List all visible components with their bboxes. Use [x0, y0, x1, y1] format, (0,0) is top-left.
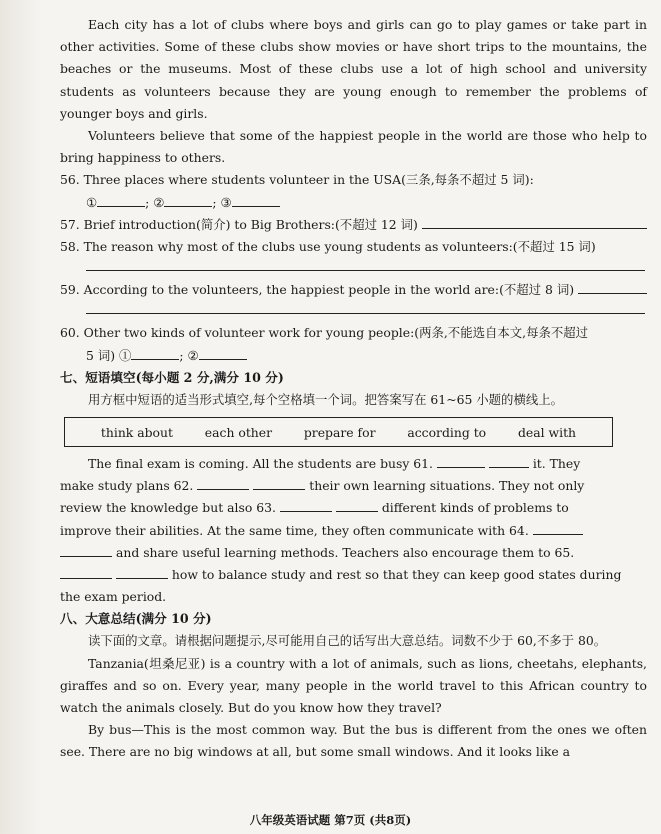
passage-paragraph-1: Each city has a lot of clubs where boys and girls can go to play games or take part in other activities. Some of these clubs show movies or have short trips to the mountains, the beaches or the museums. Most of these clubs use a lot of high school and university students as volunteers because they are young enough to remember the problems of younger boys and girls.: [60, 17, 647, 121]
cloze-line-3: [60, 497, 647, 519]
section-8-title: 八、大意总结(满分 10 分): [60, 611, 212, 627]
word-option: according to: [407, 424, 487, 440]
marker-2: ②: [153, 194, 165, 210]
question-56-text: 56. Three places where students volunteer in the USA(三条,每条不超过 5 词):: [60, 172, 534, 188]
word-box: [64, 417, 613, 447]
section-7-instruction: 用方框中短语的适当形式填空,每个空格填一个词。把答案写在 61~65 小题的横线上。: [88, 391, 564, 407]
cloze-text: how to balance study and rest so that they can keep good states during: [171, 567, 622, 583]
cloze-line-7: the exam period.: [60, 589, 167, 605]
answer-blank-61b[interactable]: [489, 453, 529, 468]
question-60: 60. Other two kinds of volunteer work for young people:(两条,不能选自本文,每条不超过: [60, 325, 589, 341]
answer-blank-64b[interactable]: [60, 542, 112, 557]
cloze-text: and share useful learning methods. Teachers also encourage them to 65.: [115, 544, 575, 560]
question-57-text: 57. Brief introduction(简介) to Big Brothers:(不超过 12 词): [60, 216, 418, 232]
answer-blank-61a[interactable]: [437, 453, 485, 468]
answer-blank-63b[interactable]: [336, 497, 378, 512]
cloze-text: their own learning situations. They not only: [309, 478, 585, 494]
marker-3: ③: [220, 194, 232, 210]
cloze-line-6: [60, 564, 647, 586]
cloze-text: review the knowledge but also 63.: [60, 500, 276, 516]
word-option: each other: [204, 424, 273, 440]
marker-1: ①: [86, 194, 98, 210]
word-option: think about: [100, 424, 173, 440]
cloze-line-5: [60, 542, 647, 564]
cloze-text: make study plans 62.: [60, 478, 194, 494]
cloze-line-4: [60, 520, 647, 542]
answer-line-58[interactable]: [86, 258, 645, 271]
answer-blank-56-2[interactable]: [164, 192, 212, 207]
cloze-text: The final exam is coming. All the students are busy 61.: [88, 456, 433, 472]
question-57: [60, 214, 647, 236]
answer-blank-62b[interactable]: [253, 475, 305, 490]
answer-blank-57[interactable]: [422, 214, 647, 229]
question-59: [60, 279, 647, 301]
section-7-title: 七、短语填空(每小题 2 分,满分 10 分): [60, 369, 284, 385]
answer-blank-60-2[interactable]: [199, 345, 247, 360]
cloze-text: it. They: [532, 456, 581, 472]
cloze-text: improve their abilities. At the same time, they often communicate with 64.: [60, 522, 529, 538]
answer-blank-56-1[interactable]: [97, 192, 145, 207]
answer-blank-65b[interactable]: [116, 564, 168, 579]
cloze-line-2: [60, 475, 647, 497]
question-60-cont: 5 词): [86, 347, 116, 363]
word-option: prepare for: [303, 424, 376, 440]
answer-blank-59[interactable]: [578, 279, 647, 294]
article-paragraph-1: Tanzania(坦桑尼亚) is a country with a lot of animals, such as lions, cheetahs, elephants, giraffes and so on. Every year, many people in the world travel to this African country to watch the animals closely. But do you know how they travel?: [60, 655, 647, 716]
answer-blank-64a[interactable]: [533, 520, 583, 535]
question-60-blanks: 5 词) ① ; ②: [60, 345, 647, 367]
section-8-instruction: 读下面的文章。请根据问题提示,尽可能用自己的话写出大意总结。词数不少于 60,不多于 80。: [88, 633, 607, 649]
answer-blank-60-1[interactable]: [131, 345, 179, 360]
question-58: 58. The reason why most of the clubs use young students as volunteers:(不超过 15 词): [60, 239, 596, 255]
question-59-text: 59. According to the volunteers, the happiest people in the world are:(不超过 8 词): [60, 282, 575, 298]
question-56-blanks: ① ; ② ; ③: [60, 192, 647, 214]
marker-2: ②: [187, 347, 199, 363]
answer-blank-65a[interactable]: [60, 564, 112, 579]
answer-line-59[interactable]: [86, 301, 645, 314]
article-paragraph-2: By bus—This is the most common way. But the bus is different from the ones we often see. There are no big windows at all, but some small windows. And it looks like a: [60, 722, 647, 760]
word-option: deal with: [517, 424, 577, 440]
answer-blank-56-3[interactable]: [232, 192, 280, 207]
cloze-line-1: [60, 453, 647, 475]
cloze-text: different kinds of problems to: [381, 500, 569, 516]
answer-blank-63a[interactable]: [280, 497, 332, 512]
page-footer: 八年级英语试题 第7页 (共8页): [249, 813, 412, 827]
passage-paragraph-2: Volunteers believe that some of the happiest people in the world are those who help to bring happiness to others.: [60, 128, 647, 166]
answer-blank-62a[interactable]: [197, 475, 249, 490]
marker-1: ①: [119, 347, 132, 363]
question-56: [60, 169, 647, 191]
